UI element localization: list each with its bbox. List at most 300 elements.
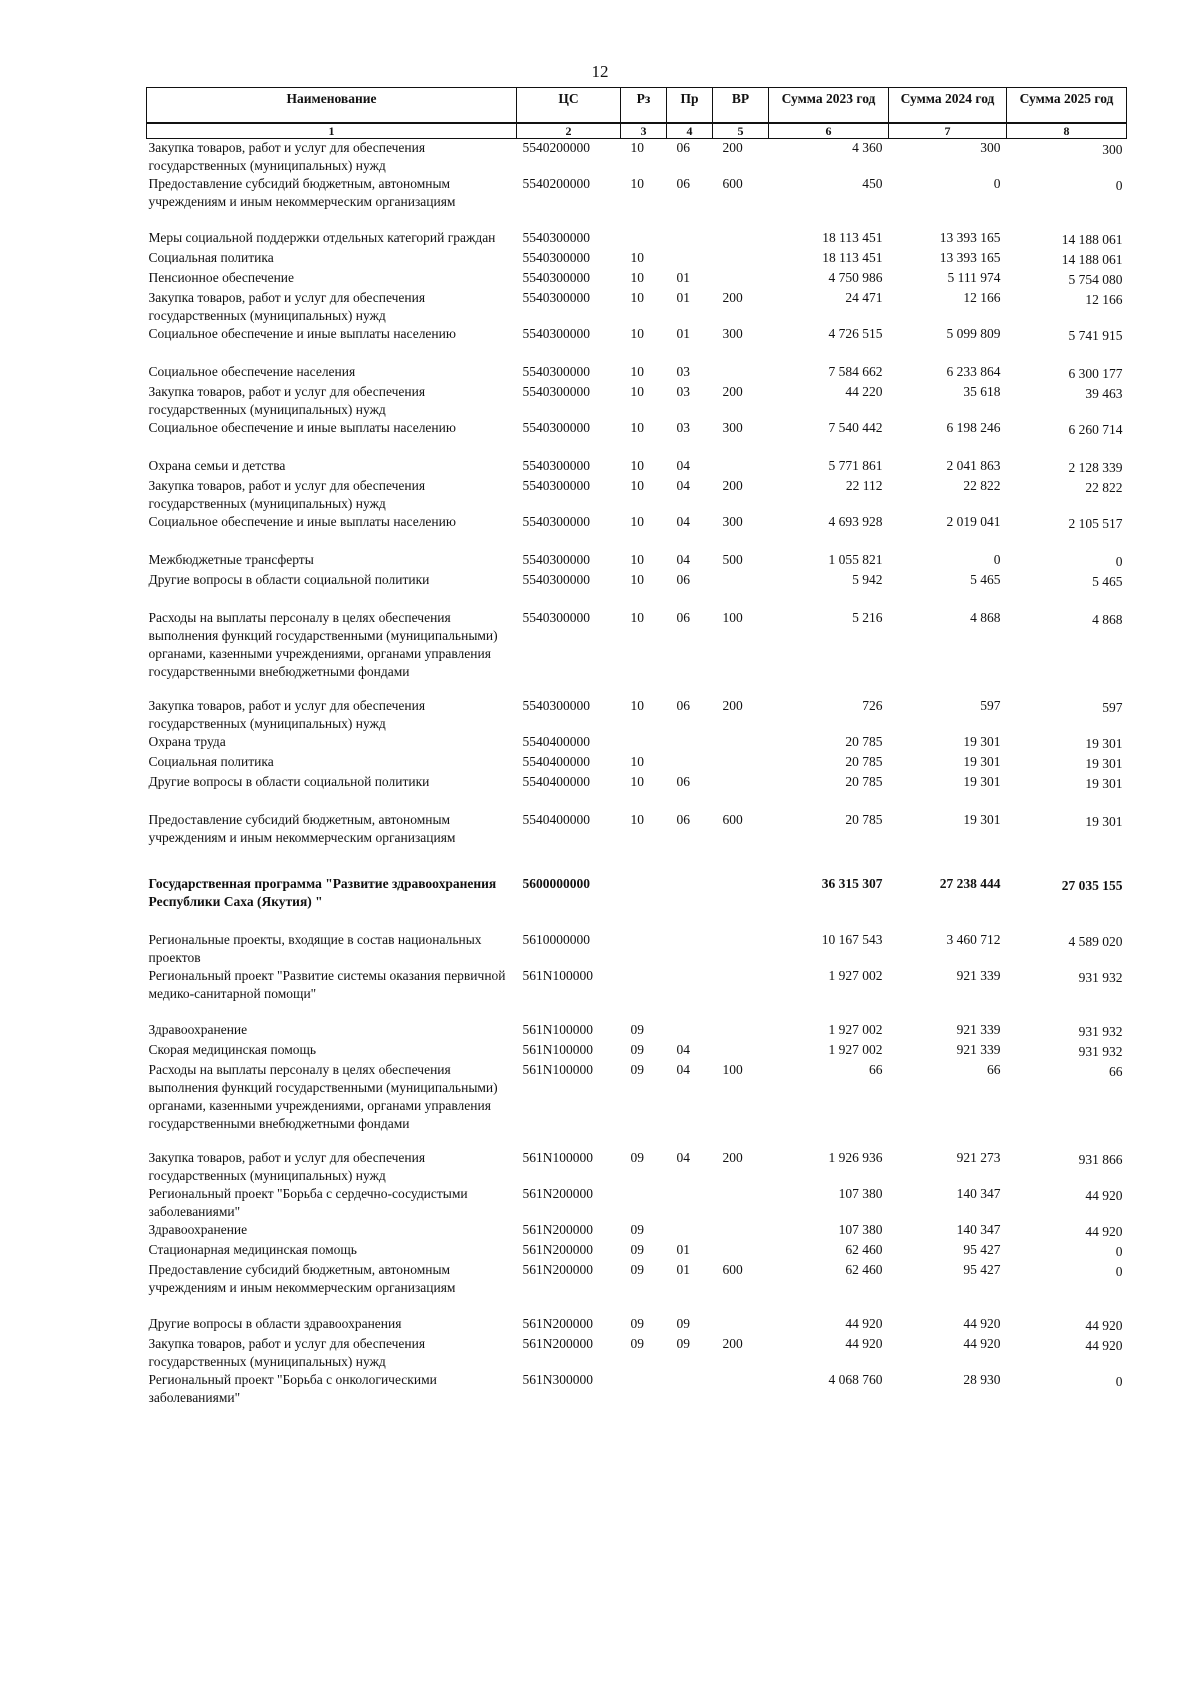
row-pr-code: 01 bbox=[676, 270, 690, 285]
row-sum-2024: 95 427 bbox=[963, 1242, 1001, 1257]
row-sum-2023: 18 113 451 bbox=[822, 230, 883, 245]
row-sum-2025: 44 920 bbox=[1085, 1338, 1123, 1353]
row-rz-code: 10 bbox=[630, 326, 644, 341]
row-sum-2024: 4 868 bbox=[970, 610, 1001, 625]
row-name: Меры социальной поддержки отдельных категорий граждан bbox=[148, 230, 496, 245]
row-pr-code bbox=[667, 733, 713, 753]
row-sum-2025: 19 301 bbox=[1085, 756, 1123, 771]
row-rz-code: 09 bbox=[630, 1042, 644, 1057]
table-row bbox=[147, 325, 1127, 363]
row-name: Закупка товаров, работ и услуг для обеспечения государственных (муниципальных) нужд bbox=[148, 478, 426, 511]
row-rz-code: 10 bbox=[630, 610, 644, 625]
row-sum-2023: 18 113 451 bbox=[822, 250, 883, 265]
column-number: 2 bbox=[517, 123, 621, 139]
column-number: 3 bbox=[621, 123, 667, 139]
row-sum-2025: 5 741 915 bbox=[1068, 328, 1123, 343]
row-name: Стационарная медицинская помощь bbox=[148, 1242, 357, 1257]
row-cs-code: 5540400000 bbox=[522, 774, 590, 789]
row-sum-2024: 28 930 bbox=[963, 1372, 1001, 1387]
row-rz-code: 10 bbox=[630, 774, 644, 789]
row-name: Охрана труда bbox=[148, 734, 226, 749]
row-sum-2025: 300 bbox=[1102, 142, 1123, 157]
row-sum-2025: 0 bbox=[1115, 1244, 1123, 1259]
table-row bbox=[147, 383, 1127, 419]
table-row bbox=[147, 773, 1127, 811]
row-pr-code bbox=[667, 1221, 713, 1241]
row-name: Предоставление субсидий бюджетным, автономным учреждениям и иным некоммерческим организациям bbox=[148, 1262, 456, 1295]
row-sum-2023: 5 942 bbox=[852, 572, 883, 587]
row-sum-2023: 20 785 bbox=[845, 754, 883, 769]
row-sum-2023: 7 584 662 bbox=[828, 364, 883, 379]
page-number: 12 bbox=[591, 62, 609, 81]
row-vr-code: 200 bbox=[722, 384, 743, 399]
table-row bbox=[147, 289, 1127, 325]
row-name: Государственная программа "Развитие здравоохранения Республики Саха (Якутия) " bbox=[148, 876, 497, 909]
row-sum-2025: 597 bbox=[1102, 700, 1123, 715]
row-sum-2025: 22 822 bbox=[1085, 480, 1123, 495]
row-sum-2023: 4 360 bbox=[852, 140, 883, 155]
row-name: Региональный проект "Борьба с онкологическими заболеваниями" bbox=[148, 1372, 437, 1405]
row-sum-2023: 20 785 bbox=[845, 734, 883, 749]
row-pr-code: 06 bbox=[676, 698, 690, 713]
row-vr-code bbox=[713, 733, 769, 753]
table-row bbox=[147, 477, 1127, 513]
row-rz-code: 09 bbox=[630, 1262, 644, 1277]
row-name: Закупка товаров, работ и услуг для обеспечения государственных (муниципальных) нужд bbox=[148, 384, 426, 417]
row-sum-2024: 12 166 bbox=[963, 290, 1001, 305]
row-sum-2024: 597 bbox=[980, 698, 1001, 713]
row-sum-2024: 921 339 bbox=[956, 1022, 1001, 1037]
row-sum-2024: 300 bbox=[980, 140, 1001, 155]
row-vr-code bbox=[713, 1185, 769, 1221]
row-sum-2024: 6 233 864 bbox=[946, 364, 1001, 379]
row-sum-2025: 931 932 bbox=[1078, 970, 1123, 985]
row-vr-code bbox=[713, 363, 769, 383]
column-number: 8 bbox=[1007, 123, 1127, 139]
row-sum-2025: 931 866 bbox=[1078, 1152, 1123, 1167]
row-sum-2025: 4 589 020 bbox=[1068, 934, 1123, 949]
row-sum-2025: 0 bbox=[1115, 554, 1123, 569]
row-pr-code: 04 bbox=[676, 458, 690, 473]
row-vr-code: 100 bbox=[722, 610, 743, 625]
row-name: Закупка товаров, работ и услуг для обеспечения государственных (муниципальных) нужд bbox=[148, 140, 426, 173]
row-rz-code: 10 bbox=[630, 290, 644, 305]
row-pr-code: 03 bbox=[676, 384, 690, 399]
row-vr-code: 200 bbox=[722, 1336, 743, 1351]
column-number-row bbox=[147, 123, 1127, 139]
row-vr-code bbox=[713, 753, 769, 773]
row-pr-code: 04 bbox=[676, 552, 690, 567]
row-sum-2023: 1 927 002 bbox=[828, 968, 883, 983]
row-pr-code: 04 bbox=[676, 478, 690, 493]
row-pr-code: 01 bbox=[676, 1262, 690, 1277]
row-rz-code: 10 bbox=[630, 420, 644, 435]
row-pr-code: 06 bbox=[676, 572, 690, 587]
row-cs-code: 5540300000 bbox=[522, 270, 590, 285]
row-vr-code: 200 bbox=[722, 478, 743, 493]
row-sum-2025: 44 920 bbox=[1085, 1188, 1123, 1203]
row-sum-2024: 44 920 bbox=[963, 1336, 1001, 1351]
row-cs-code: 5540300000 bbox=[522, 384, 590, 399]
row-rz-code: 09 bbox=[630, 1150, 644, 1165]
row-sum-2023: 4 693 928 bbox=[828, 514, 883, 529]
row-vr-code bbox=[713, 571, 769, 609]
row-vr-code bbox=[713, 1371, 769, 1407]
table-row bbox=[147, 697, 1127, 733]
row-rz-code: 10 bbox=[630, 754, 644, 769]
row-sum-2025: 6 260 714 bbox=[1068, 422, 1123, 437]
row-rz-code: 10 bbox=[630, 250, 644, 265]
row-vr-code: 300 bbox=[722, 420, 743, 435]
table-row bbox=[147, 609, 1127, 697]
row-cs-code: 561N200000 bbox=[522, 1186, 593, 1201]
row-pr-code bbox=[667, 1021, 713, 1041]
table-row bbox=[147, 1185, 1127, 1221]
row-sum-2023: 24 471 bbox=[845, 290, 883, 305]
row-vr-code bbox=[713, 457, 769, 477]
table-row bbox=[147, 571, 1127, 609]
row-cs-code: 561N100000 bbox=[522, 1150, 593, 1165]
row-pr-code: 04 bbox=[676, 514, 690, 529]
row-name: Социальное обеспечение населения bbox=[148, 364, 356, 379]
table-row bbox=[147, 811, 1127, 875]
row-sum-2023: 107 380 bbox=[838, 1186, 883, 1201]
column-number: 7 bbox=[889, 123, 1007, 139]
header-pr: Пр bbox=[667, 88, 713, 124]
row-name: Закупка товаров, работ и услуг для обеспечения государственных (муниципальных) нужд bbox=[148, 1336, 426, 1369]
row-name: Здравоохранение bbox=[148, 1222, 248, 1237]
table-row bbox=[147, 967, 1127, 1021]
row-cs-code: 5540200000 bbox=[522, 176, 590, 191]
header-row bbox=[147, 88, 1127, 124]
row-name: Предоставление субсидий бюджетным, автономным учреждениям и иным некоммерческим организациям bbox=[148, 176, 456, 209]
row-pr-code: 06 bbox=[676, 140, 690, 155]
row-cs-code: 5540300000 bbox=[522, 610, 590, 625]
row-sum-2024: 921 339 bbox=[956, 1042, 1001, 1057]
row-name: Пенсионное обеспечение bbox=[148, 270, 295, 285]
row-cs-code: 5600000000 bbox=[522, 876, 590, 891]
row-sum-2025: 4 868 bbox=[1092, 612, 1123, 627]
row-cs-code: 561N200000 bbox=[522, 1316, 593, 1331]
row-pr-code: 03 bbox=[676, 364, 690, 379]
row-cs-code: 5540300000 bbox=[522, 698, 590, 713]
row-rz-code: 10 bbox=[630, 364, 644, 379]
row-sum-2024: 921 339 bbox=[956, 968, 1001, 983]
row-sum-2023: 62 460 bbox=[845, 1262, 883, 1277]
row-rz-code bbox=[621, 733, 667, 753]
row-sum-2024: 2 041 863 bbox=[946, 458, 1001, 473]
row-pr-code bbox=[667, 1371, 713, 1407]
row-cs-code: 5540300000 bbox=[522, 572, 590, 587]
row-vr-code: 200 bbox=[722, 290, 743, 305]
row-sum-2025: 19 301 bbox=[1085, 814, 1123, 829]
row-vr-code bbox=[713, 773, 769, 811]
row-sum-2024: 0 bbox=[993, 552, 1001, 567]
row-cs-code: 561N100000 bbox=[522, 1022, 593, 1037]
row-vr-code: 600 bbox=[722, 176, 743, 191]
row-sum-2025: 5 754 080 bbox=[1068, 272, 1123, 287]
row-sum-2024: 95 427 bbox=[963, 1262, 1001, 1277]
row-cs-code: 561N200000 bbox=[522, 1336, 593, 1351]
row-name: Расходы на выплаты персоналу в целях обеспечения выполнения функций государственными (муниципальными) органами, казенными учреждениями, органами управления государственными внебюджетными фондами bbox=[148, 610, 498, 679]
table-row bbox=[147, 363, 1127, 383]
row-sum-2023: 4 726 515 bbox=[828, 326, 883, 341]
row-pr-code: 01 bbox=[676, 290, 690, 305]
row-pr-code: 06 bbox=[676, 176, 690, 191]
row-sum-2025: 0 bbox=[1115, 1264, 1123, 1279]
row-cs-code: 5540300000 bbox=[522, 420, 590, 435]
row-cs-code: 5540400000 bbox=[522, 734, 590, 749]
row-cs-code: 5540200000 bbox=[522, 140, 590, 155]
row-pr-code bbox=[667, 249, 713, 269]
column-number: 6 bbox=[769, 123, 889, 139]
row-cs-code: 5540300000 bbox=[522, 326, 590, 341]
table-row bbox=[147, 249, 1127, 269]
row-pr-code: 04 bbox=[676, 1062, 690, 1077]
row-pr-code: 09 bbox=[676, 1316, 690, 1331]
row-pr-code: 03 bbox=[676, 420, 690, 435]
row-rz-code: 10 bbox=[630, 384, 644, 399]
row-cs-code: 561N200000 bbox=[522, 1222, 593, 1237]
row-name: Здравоохранение bbox=[148, 1022, 248, 1037]
row-sum-2025: 44 920 bbox=[1085, 1318, 1123, 1333]
header-vr: ВР bbox=[713, 88, 769, 124]
table-row bbox=[147, 1149, 1127, 1185]
row-cs-code: 561N100000 bbox=[522, 1042, 593, 1057]
row-vr-code bbox=[713, 1221, 769, 1241]
row-sum-2023: 20 785 bbox=[845, 774, 883, 789]
row-name: Региональный проект "Борьба с сердечно-сосудистыми заболеваниями" bbox=[148, 1186, 468, 1219]
row-rz-code: 10 bbox=[630, 458, 644, 473]
row-sum-2024: 19 301 bbox=[963, 734, 1001, 749]
row-sum-2025: 14 188 061 bbox=[1061, 252, 1123, 267]
header-sum-2025: Сумма 2025 год bbox=[1007, 88, 1127, 124]
row-sum-2023: 726 bbox=[862, 698, 883, 713]
row-vr-code bbox=[713, 1241, 769, 1261]
row-pr-code: 06 bbox=[676, 774, 690, 789]
row-sum-2025: 14 188 061 bbox=[1061, 232, 1123, 247]
row-sum-2023: 1 055 821 bbox=[828, 552, 883, 567]
row-sum-2025: 0 bbox=[1115, 1374, 1123, 1389]
row-name: Региональный проект "Развитие системы оказания первичной медико-санитарной помощи" bbox=[148, 968, 506, 1001]
row-sum-2023: 44 220 bbox=[845, 384, 883, 399]
row-vr-code: 200 bbox=[722, 140, 743, 155]
table-row bbox=[147, 1315, 1127, 1335]
row-pr-code: 01 bbox=[676, 326, 690, 341]
row-sum-2023: 44 920 bbox=[845, 1316, 883, 1331]
row-sum-2023: 22 112 bbox=[845, 478, 883, 493]
row-rz-code: 09 bbox=[630, 1022, 644, 1037]
table-row bbox=[147, 733, 1127, 753]
row-cs-code: 5540300000 bbox=[522, 552, 590, 567]
row-cs-code: 5540400000 bbox=[522, 754, 590, 769]
row-pr-code: 04 bbox=[676, 1150, 690, 1165]
row-sum-2023: 20 785 bbox=[845, 812, 883, 827]
row-sum-2024: 921 273 bbox=[956, 1150, 1001, 1165]
row-name: Другие вопросы в области социальной политики bbox=[148, 774, 430, 789]
row-vr-code: 500 bbox=[722, 552, 743, 567]
row-sum-2025: 12 166 bbox=[1085, 292, 1123, 307]
row-sum-2024: 140 347 bbox=[956, 1186, 1001, 1201]
row-vr-code bbox=[713, 931, 769, 967]
row-pr-code bbox=[667, 967, 713, 1021]
row-vr-code: 600 bbox=[722, 1262, 743, 1277]
row-sum-2023: 107 380 bbox=[838, 1222, 883, 1237]
row-sum-2024: 13 393 165 bbox=[939, 250, 1001, 265]
row-name: Региональные проекты, входящие в состав национальных проектов bbox=[148, 932, 482, 965]
row-name: Закупка товаров, работ и услуг для обеспечения государственных (муниципальных) нужд bbox=[148, 698, 426, 731]
row-sum-2024: 140 347 bbox=[956, 1222, 1001, 1237]
row-cs-code: 5540300000 bbox=[522, 478, 590, 493]
row-rz-code bbox=[621, 1185, 667, 1221]
header-sum-2023: Сумма 2023 год bbox=[769, 88, 889, 124]
row-rz-code: 10 bbox=[630, 572, 644, 587]
row-sum-2024: 5 111 974 bbox=[947, 270, 1001, 285]
row-cs-code: 5540400000 bbox=[522, 812, 590, 827]
row-sum-2023: 1 927 002 bbox=[828, 1042, 883, 1057]
row-sum-2024: 6 198 246 bbox=[946, 420, 1001, 435]
row-pr-code bbox=[667, 753, 713, 773]
row-vr-code bbox=[713, 967, 769, 1021]
table-body bbox=[147, 139, 1127, 1408]
row-rz-code: 10 bbox=[630, 698, 644, 713]
row-sum-2025: 931 932 bbox=[1078, 1044, 1123, 1059]
row-rz-code: 10 bbox=[630, 270, 644, 285]
header-rz: Рз bbox=[621, 88, 667, 124]
row-sum-2024: 13 393 165 bbox=[939, 230, 1001, 245]
row-sum-2023: 10 167 543 bbox=[821, 932, 883, 947]
row-rz-code: 10 bbox=[630, 514, 644, 529]
row-rz-code: 09 bbox=[630, 1316, 644, 1331]
row-vr-code: 100 bbox=[722, 1062, 743, 1077]
row-vr-code bbox=[713, 875, 769, 931]
table-row bbox=[147, 875, 1127, 931]
row-rz-code: 10 bbox=[630, 140, 644, 155]
row-sum-2025: 2 128 339 bbox=[1068, 460, 1123, 475]
row-sum-2024: 3 460 712 bbox=[946, 932, 1001, 947]
row-sum-2025: 44 920 bbox=[1085, 1224, 1123, 1239]
row-cs-code: 5540300000 bbox=[522, 364, 590, 379]
row-sum-2024: 5 099 809 bbox=[946, 326, 1001, 341]
table-row bbox=[147, 229, 1127, 249]
row-rz-code bbox=[621, 1371, 667, 1407]
row-name: Закупка товаров, работ и услуг для обеспечения государственных (муниципальных) нужд bbox=[148, 290, 426, 323]
row-rz-code: 09 bbox=[630, 1242, 644, 1257]
row-rz-code: 10 bbox=[630, 478, 644, 493]
row-rz-code bbox=[621, 931, 667, 967]
row-sum-2025: 0 bbox=[1115, 178, 1123, 193]
row-sum-2023: 1 926 936 bbox=[828, 1150, 883, 1165]
row-rz-code: 09 bbox=[630, 1336, 644, 1351]
row-sum-2024: 5 465 bbox=[970, 572, 1001, 587]
table-row bbox=[147, 419, 1127, 457]
table-row bbox=[147, 139, 1127, 176]
row-sum-2024: 35 618 bbox=[963, 384, 1001, 399]
table-row bbox=[147, 1061, 1127, 1149]
row-pr-code: 04 bbox=[676, 1042, 690, 1057]
row-cs-code: 5540300000 bbox=[522, 458, 590, 473]
row-cs-code: 5540300000 bbox=[522, 250, 590, 265]
row-cs-code: 561N300000 bbox=[522, 1372, 593, 1387]
column-number: 5 bbox=[713, 123, 769, 139]
table-row bbox=[147, 457, 1127, 477]
row-pr-code: 09 bbox=[676, 1336, 690, 1351]
row-pr-code bbox=[667, 931, 713, 967]
row-name: Охрана семьи и детства bbox=[148, 458, 286, 473]
row-sum-2024: 19 301 bbox=[963, 812, 1001, 827]
row-cs-code: 561N200000 bbox=[522, 1242, 593, 1257]
row-sum-2024: 2 019 041 bbox=[946, 514, 1001, 529]
row-vr-code: 300 bbox=[722, 514, 743, 529]
row-sum-2023: 4 750 986 bbox=[828, 270, 883, 285]
table-row bbox=[147, 1371, 1127, 1407]
row-sum-2025: 27 035 155 bbox=[1061, 878, 1123, 893]
row-cs-code: 5610000000 bbox=[522, 932, 590, 947]
row-sum-2023: 450 bbox=[862, 176, 883, 191]
row-cs-code: 5540300000 bbox=[522, 514, 590, 529]
table-row bbox=[147, 931, 1127, 967]
column-number: 1 bbox=[147, 123, 517, 139]
row-rz-code: 09 bbox=[630, 1062, 644, 1077]
row-name: Социальное обеспечение и иные выплаты населению bbox=[148, 420, 456, 435]
row-cs-code: 5540300000 bbox=[522, 230, 590, 245]
row-sum-2025: 2 105 517 bbox=[1068, 516, 1123, 531]
row-vr-code: 300 bbox=[722, 326, 743, 341]
row-sum-2023: 36 315 307 bbox=[821, 876, 883, 891]
row-vr-code bbox=[713, 249, 769, 269]
row-pr-code: 06 bbox=[676, 610, 690, 625]
row-sum-2023: 66 bbox=[869, 1062, 883, 1077]
row-sum-2025: 5 465 bbox=[1092, 574, 1123, 589]
row-cs-code: 5540300000 bbox=[522, 290, 590, 305]
row-name: Закупка товаров, работ и услуг для обеспечения государственных (муниципальных) нужд bbox=[148, 1150, 426, 1183]
row-sum-2024: 0 bbox=[993, 176, 1001, 191]
row-rz-code: 10 bbox=[630, 552, 644, 567]
row-vr-code bbox=[713, 1021, 769, 1041]
row-pr-code bbox=[667, 875, 713, 931]
column-number: 4 bbox=[667, 123, 713, 139]
row-sum-2025: 19 301 bbox=[1085, 776, 1123, 791]
row-name: Социальное обеспечение и иные выплаты населению bbox=[148, 514, 456, 529]
row-name: Социальная политика bbox=[148, 754, 274, 769]
header-sum-2024: Сумма 2024 год bbox=[889, 88, 1007, 124]
table-row bbox=[147, 1221, 1127, 1241]
table-row bbox=[147, 551, 1127, 571]
row-pr-code bbox=[667, 1185, 713, 1221]
row-name: Расходы на выплаты персоналу в целях обеспечения выполнения функций государственными (муниципальными) органами, казенными учреждениями, органами управления государственными внебюджетными фондами bbox=[148, 1062, 498, 1131]
row-cs-code: 561N100000 bbox=[522, 1062, 593, 1077]
table-row bbox=[147, 753, 1127, 773]
row-sum-2023: 4 068 760 bbox=[828, 1372, 883, 1387]
row-vr-code: 200 bbox=[722, 698, 743, 713]
table-row bbox=[147, 1261, 1127, 1315]
row-rz-code: 10 bbox=[630, 176, 644, 191]
row-sum-2024: 66 bbox=[987, 1062, 1001, 1077]
row-pr-code: 01 bbox=[676, 1242, 690, 1257]
table-row bbox=[147, 1241, 1127, 1261]
row-vr-code bbox=[713, 1315, 769, 1335]
row-sum-2023: 5 771 861 bbox=[828, 458, 883, 473]
row-name: Межбюджетные трансферты bbox=[148, 552, 314, 567]
row-pr-code: 06 bbox=[676, 812, 690, 827]
row-sum-2025: 66 bbox=[1109, 1064, 1123, 1079]
row-rz-code bbox=[621, 875, 667, 931]
row-vr-code bbox=[713, 1041, 769, 1061]
row-sum-2025: 931 932 bbox=[1078, 1024, 1123, 1039]
row-sum-2024: 44 920 bbox=[963, 1316, 1001, 1331]
row-sum-2023: 1 927 002 bbox=[828, 1022, 883, 1037]
header-cs: ЦС bbox=[517, 88, 621, 124]
